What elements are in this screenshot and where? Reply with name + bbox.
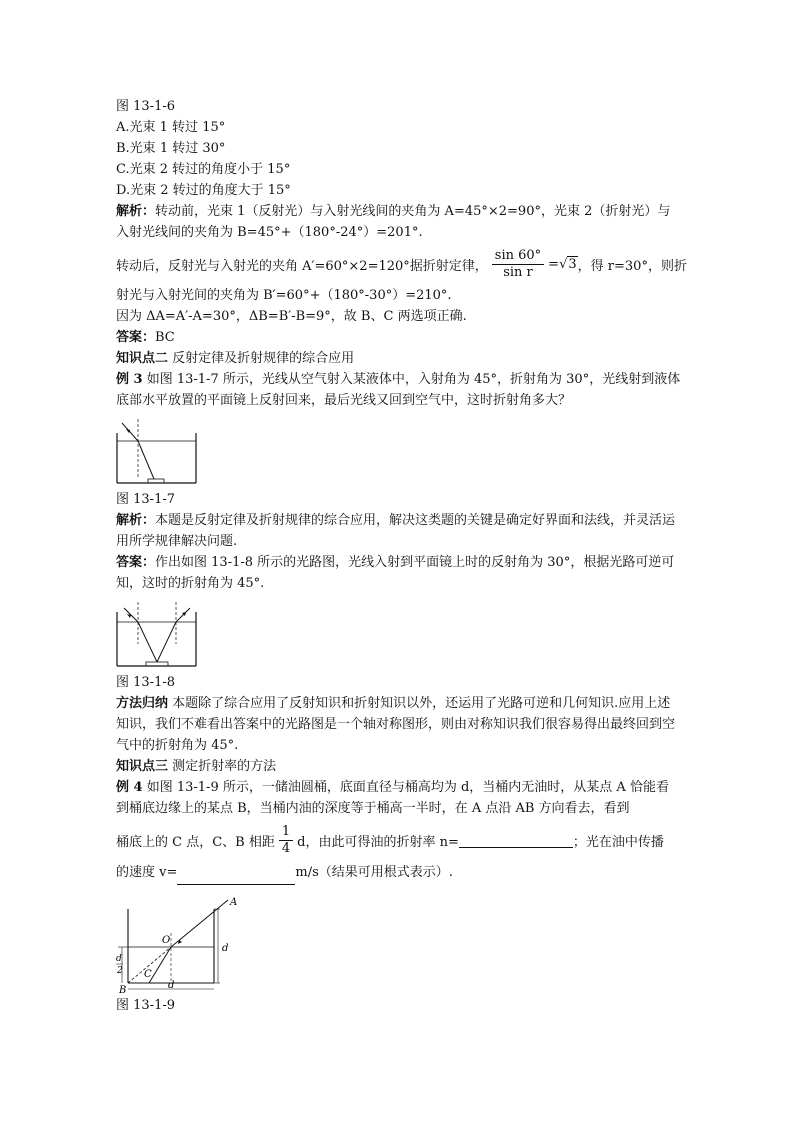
- fraction-numerator: sin 60°: [492, 248, 544, 265]
- analysis-conclusion: 因为 ΔA=A′-A=30°，ΔB=B′-B=9°，故 B、C 两选项正确.: [116, 309, 467, 324]
- option-b: B.光束 1 转过 30°: [116, 141, 226, 156]
- sine-fraction: [492, 248, 544, 281]
- point-c-label: C: [144, 969, 152, 980]
- figure-caption: 图 13-1-7: [116, 492, 176, 507]
- fraction-denominator: sin r: [503, 264, 533, 280]
- quarter-fraction: [279, 824, 293, 857]
- example-label: 例 3: [116, 372, 143, 387]
- option-c: C.光束 2 转过的角度小于 15°: [116, 162, 291, 177]
- option-d: D.光束 2 转过的角度大于 15°: [116, 183, 291, 198]
- knowledge-point-heading: [116, 348, 681, 369]
- sqrt-symbol: √: [559, 256, 568, 272]
- analysis-label: 解析：: [116, 513, 156, 528]
- example-formula-line: [116, 819, 681, 861]
- formula-lead-text: 转动后，反射光与入射光的夹角 A′=60°×2=120°据折射定律，: [116, 258, 488, 274]
- option-a: A.光束 1 转过 15°: [116, 120, 226, 135]
- point-a-label: A: [230, 897, 238, 908]
- sqrt-radicand: 3: [568, 256, 577, 272]
- analysis-text: 本题是反射定律及折射规律的综合应用，解决这类题的关键是确定好界面和法线，并灵活运用所学规律解决问题.: [116, 513, 676, 549]
- answer-paragraph: [116, 552, 681, 594]
- analysis-label: 解析：: [116, 204, 156, 219]
- knowledge-point-title: 测定折射率的方法: [168, 759, 277, 774]
- formula-tail-text: ，得 r=30°，则折: [577, 258, 687, 274]
- point-b-label: B: [119, 985, 127, 993]
- figure-13-1-7-diagram: [116, 417, 198, 487]
- half-d-numerator: d: [116, 954, 122, 964]
- answer-text: BC: [155, 330, 175, 345]
- example-line: [116, 861, 681, 885]
- figure-caption: 图 13-1-6: [116, 99, 176, 114]
- example-text: 桶底上的 C 点，C、B 相距: [116, 834, 275, 850]
- answer-label: 答案：: [116, 555, 156, 570]
- sqrt-expression: [559, 257, 578, 272]
- example-paragraph: [116, 369, 681, 411]
- fraction-numerator: 1: [279, 824, 293, 841]
- knowledge-point-label: 知识点三: [116, 759, 169, 774]
- method-text: 本题除了综合应用了反射知识和折射知识以外，还运用了光路可逆和几何知识.应用上述知识，我们不难看出答案中的光路图是一个轴对称图形，则由对称知识我们很容易得出最终回到空气中的折射角为 45°.: [116, 696, 676, 753]
- example-text: m/s（结果可用根式表示）.: [295, 865, 453, 880]
- figure-13-1-8-diagram: [116, 600, 198, 670]
- knowledge-point-label: 知识点二: [116, 351, 169, 366]
- example-text: 如图 13-1-7 所示，光线从空气射入某液体中，入射角为 45°，折射角为 30°，光线射到液体底部水平放置的平面镜上反射回来，最后光线又回到空气中，这时折射角多大？: [116, 372, 681, 408]
- document-page: [116, 96, 687, 1016]
- figure-caption: 图 13-1-8: [116, 675, 176, 690]
- fraction-denominator: 4: [281, 840, 291, 856]
- knowledge-point-title: 反射定律及折射规律的综合应用: [168, 351, 355, 366]
- analysis-paragraph: [116, 510, 681, 552]
- half-d-denominator: 2: [117, 966, 123, 976]
- figure-caption: 图 13-1-9: [116, 998, 176, 1013]
- example-text: 的速度 v=: [116, 865, 178, 880]
- answer-line: [116, 327, 681, 348]
- answer-label: 答案：: [116, 330, 156, 345]
- example-text: d，由此可得油的折射率 n=: [297, 834, 459, 850]
- point-o-label: O: [162, 935, 171, 946]
- answer-text: 作出如图 13-1-8 所示的光路图，光线入射到平面镜上时的反射角为 30°，根据光路可逆可知，这时的折射角为 45°.: [116, 555, 675, 591]
- height-d-label: d: [222, 943, 229, 954]
- speed-blank[interactable]: [177, 870, 295, 885]
- analysis-formula-line: [116, 243, 687, 285]
- figure-13-1-9-diagram: [116, 897, 246, 993]
- knowledge-point-heading: [116, 756, 681, 777]
- refractive-index-blank[interactable]: [459, 833, 573, 848]
- example-label: 例 4: [116, 780, 143, 795]
- analysis-paragraph: [116, 201, 681, 243]
- method-summary-paragraph: [116, 693, 681, 756]
- analysis-text: 转动前，光束 1（反射光）与入射光线间的夹角为 A=45°×2=90°，光束 2（折射光）与入射光线间的夹角为 B=45°+（180°-24°）=201°.: [116, 204, 671, 240]
- example-text: 如图 13-1-9 所示，一储油圆桶，底面直径与桶高均为 d，当桶内无油时，从某点 A 恰能看到桶底边缘上的某点 B，当桶内油的深度等于桶高一半时，在 A 点沿 AB 方向看去，看到: [116, 780, 669, 816]
- equals-sign: =: [548, 256, 560, 272]
- example-paragraph: [116, 777, 681, 819]
- width-d-label: d: [168, 980, 175, 991]
- analysis-line: 射光与入射光间的夹角为 B′=60°+（180°-30°）=210°.: [116, 288, 452, 303]
- example-text: ；光在油中传播: [572, 834, 664, 850]
- method-label: 方法归纳: [116, 696, 169, 711]
